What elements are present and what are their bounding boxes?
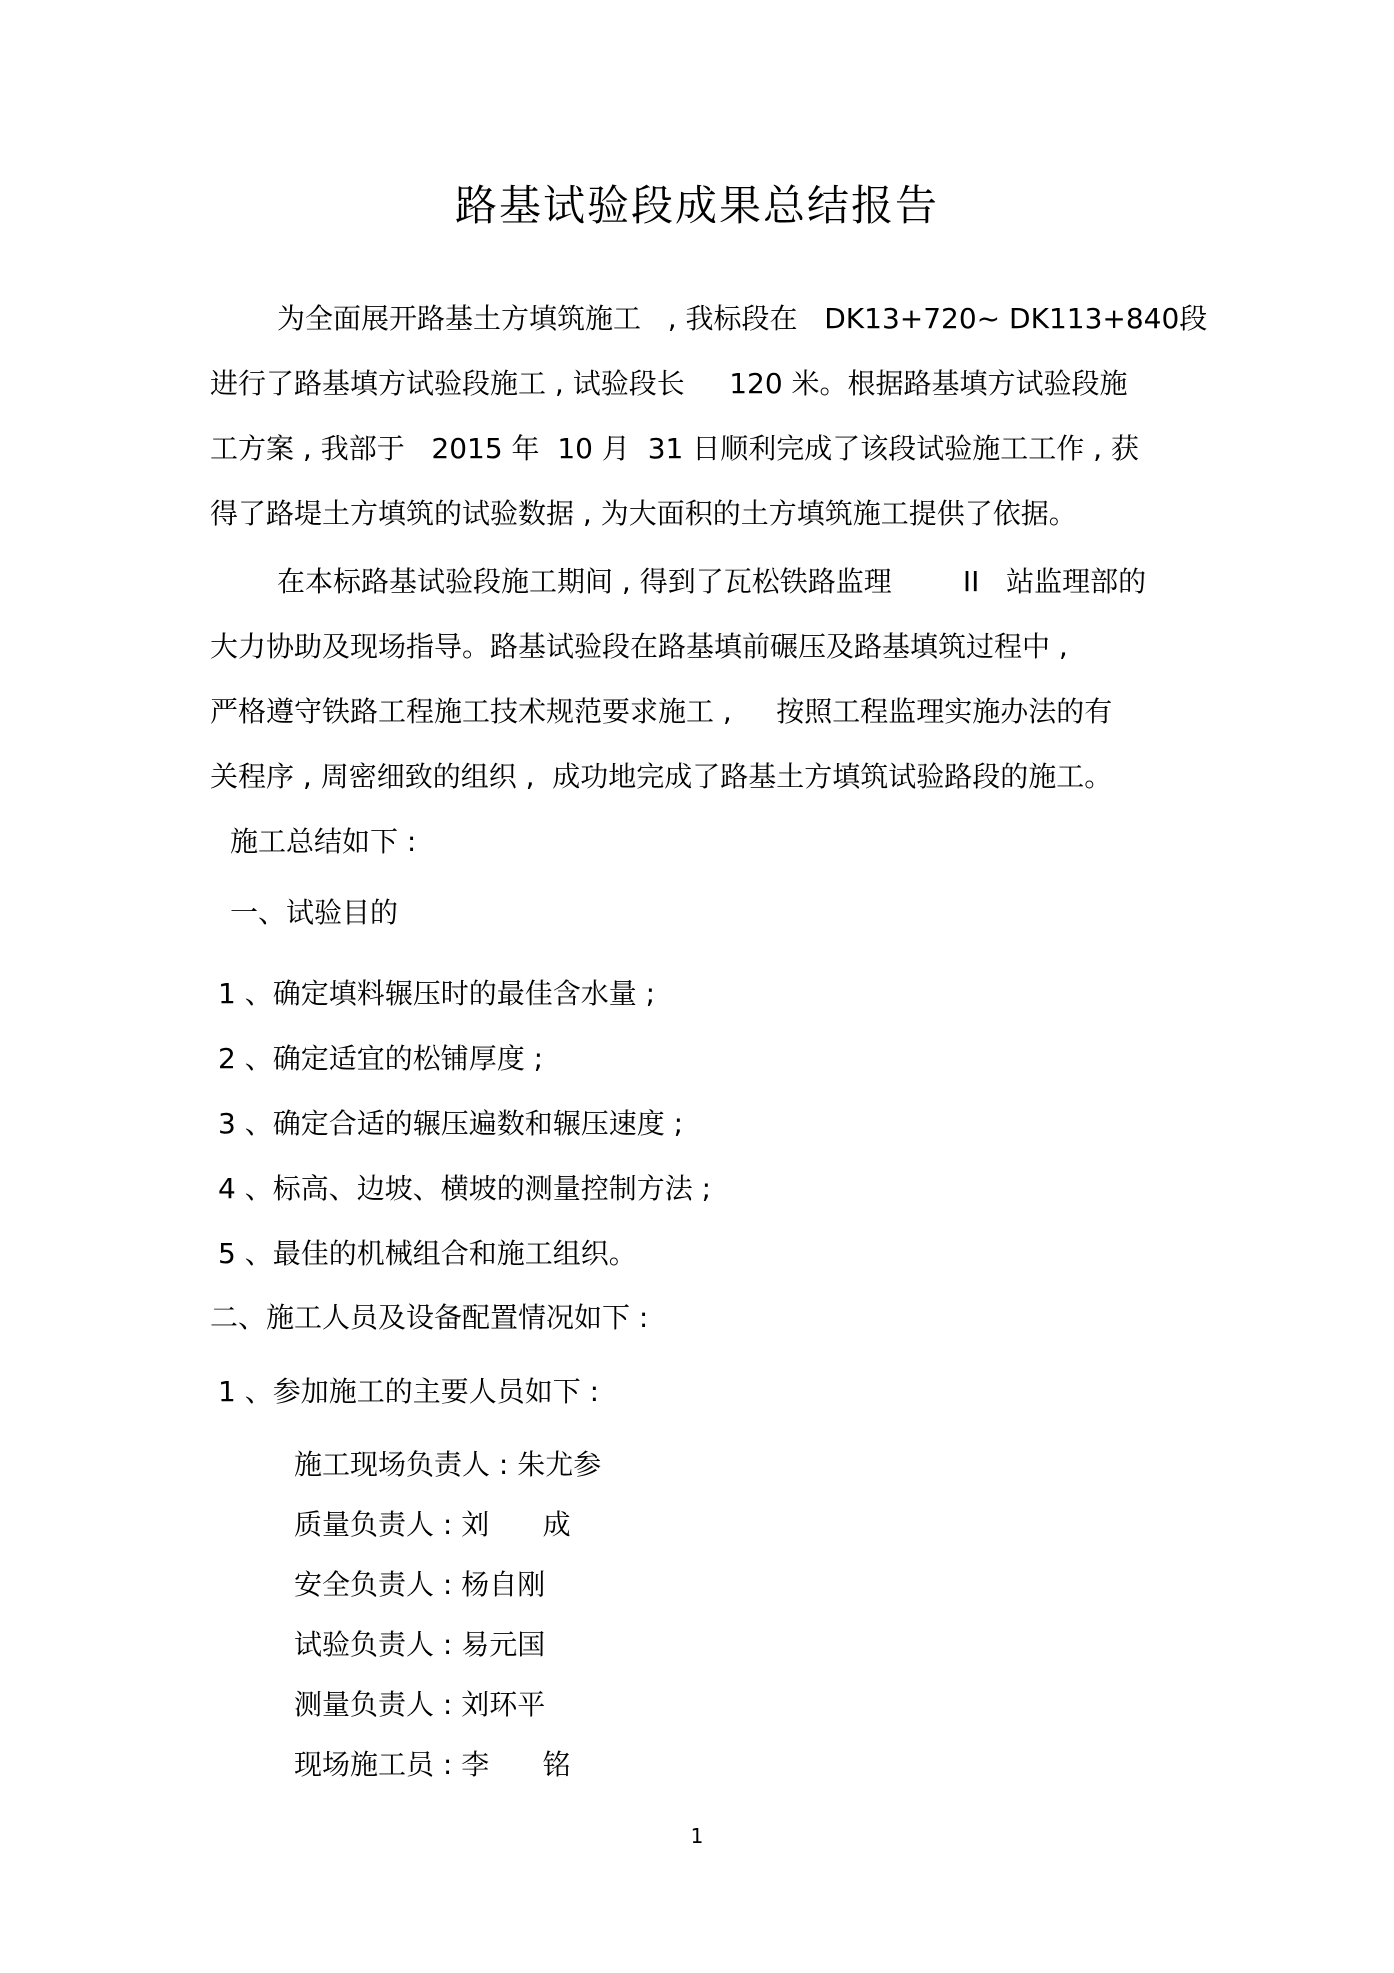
paragraph-1-line-4: 得了路堤土方填筑的试验数据 , 为大面积的土方填筑施工提供了依据。 (210, 497, 1077, 530)
personnel-site-constructor: 现场施工员 : 李 铭 (294, 1748, 571, 1781)
paragraph-2-line-1: 在本标路基试验段施工期间 , 得到了瓦松铁路监理 II 站监理部的 (277, 565, 1147, 598)
section-1-item-1: 1 、确定填料辗压时的最佳含水量 ; (218, 977, 656, 1010)
personnel-site-manager: 施工现场负责人 : 朱尤参 (294, 1448, 602, 1481)
section-1-heading: 一、试验目的 (230, 896, 399, 929)
paragraph-2-line-2: 大力协助及现场指导。路基试验段在路基填前碾压及路基填筑过程中 , (210, 630, 1068, 663)
section-1-item-2: 2 、确定适宜的松铺厚度 ; (218, 1042, 544, 1075)
personnel-safety-manager: 安全负责人 : 杨自刚 (294, 1568, 546, 1601)
section-1-item-3: 3 、确定合适的辗压遍数和辗压速度 ; (218, 1107, 684, 1140)
personnel-survey-manager: 测量负责人 : 刘环平 (294, 1688, 546, 1721)
section-2-heading: 二、施工人员及设备配置情况如下 : (210, 1301, 649, 1334)
paragraph-1-line-2: 进行了路基填方试验段施工 , 试验段长 120 米。根据路基填方试验段施 (210, 367, 1128, 400)
personnel-test-manager: 试验负责人 : 易元国 (294, 1628, 546, 1661)
paragraph-2-line-3: 严格遵守铁路工程施工技术规范要求施工 , 按照工程监理实施办法的有 (210, 695, 1113, 728)
page-number: 1 (690, 1824, 704, 1848)
summary-intro: 施工总结如下 : (230, 825, 417, 858)
section-1-item-5: 5 、最佳的机械组合和施工组织。 (218, 1237, 637, 1270)
paragraph-2-line-4: 关程序 , 周密细致的组织 , 成功地完成了路基土方填筑试验路段的施工。 (210, 760, 1113, 793)
paragraph-1-line-3: 工方案 , 我部于 2015 年 10 月 31 日顺利完成了该段试验施工工作 , 获 (210, 432, 1139, 465)
paragraph-1-line-1: 为全面展开路基土方填筑施工 , 我标段在 DK13+720~ DK113+840段 (277, 302, 1208, 335)
section-2-subheading: 1 、参加施工的主要人员如下 : (218, 1375, 600, 1408)
document-title: 路基试验段成果总结报告 (454, 181, 939, 230)
section-1-item-4: 4 、标高、边坡、横坡的测量控制方法 ; (218, 1172, 712, 1205)
personnel-quality-manager: 质量负责人 : 刘 成 (294, 1508, 571, 1541)
